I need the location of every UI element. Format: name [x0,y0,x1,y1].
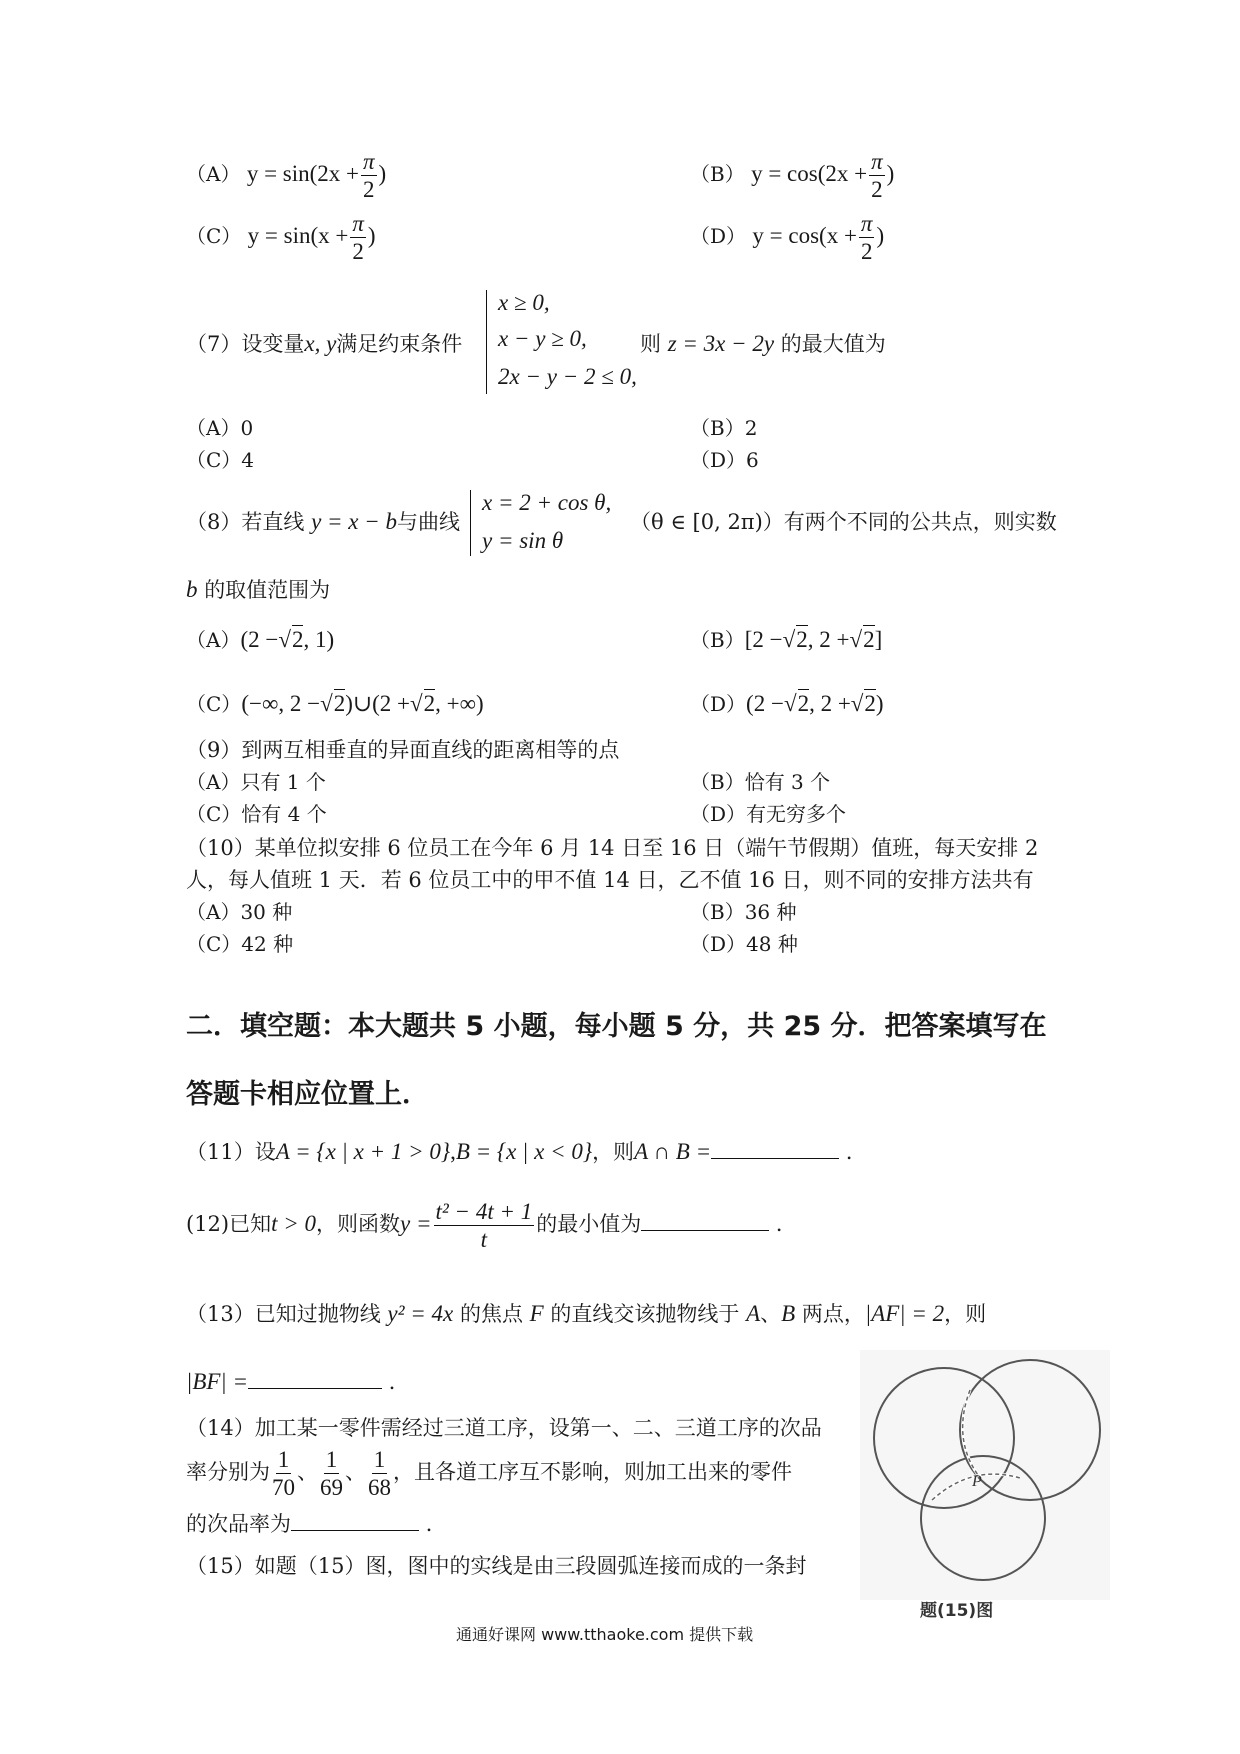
q11-answer-blank[interactable] [711,1157,839,1159]
q6-d-expr: y = cos(x + [752,223,857,248]
q8-stem: （8）若直线 y = x − b与曲线 [186,509,461,534]
q8-brace [470,490,471,556]
q6-option-b: （B） y = cos(2x + $\frac{\pi}{2}$ ) [690,149,895,202]
q10-option-a: （A）30 种 [186,900,293,924]
q10-line-1: （10）某单位拟安排 6 位员工在今年 6 月 14 日至 16 日（端午节假期）值班，每天安排 2 [186,836,1039,860]
q14-line-3: 的次品率为 ． [186,1512,447,1536]
q8-curve-x: x = 2 + cos θ, [482,490,612,515]
q7-option-a: （A）0 [186,416,254,440]
q14-line-1: （14）加工某一零件需经过三道工序，设第一、二、三道工序的次品 [186,1416,822,1440]
figure-15-caption: 题(15)图 [920,1601,994,1621]
figure-15-three-circles [860,1350,1110,1600]
q7-constraint-2: x − y ≥ 0, [498,326,587,351]
q6-b-expr: y = cos(2x + [751,161,868,186]
q9-option-b: （B）恰有 3 个 [690,770,831,794]
q13-line-2: |BF| = ． [186,1369,410,1394]
q12-answer-blank[interactable] [641,1229,769,1231]
q6-option-a: （A） y = sin(2x + $\frac{\pi}{2}$ ) [186,149,387,202]
q8-option-d: （D）(2 −√2, 2 +√2) [690,691,884,716]
section-2-heading-line-1: 二．填空题：本大题共 5 小题，每小题 5 分，共 25 分．把答案填写在 [186,1011,1047,1042]
q6-option-d: （D） y = cos(x + $\frac{\pi}{2}$ ) [690,211,885,264]
q7-stem: （7）设变量x, y满足约束条件 [186,331,463,356]
q10-option-b: （B）36 种 [690,900,797,924]
footer-credit: 通通好课网 www.tthaoke.com 提供下载 [456,1625,754,1644]
q9-stem: （9）到两互相垂直的异面直线的距离相等的点 [186,738,620,762]
q13-line-1: （13）已知过抛物线 y² = 4x 的焦点 F 的直线交该抛物线于 A、B 两点，|AF| = 2，则 [186,1301,987,1326]
q6-a-expr: y = sin(2x + [246,161,360,186]
q9-option-d: （D）有无穷多个 [690,802,847,826]
q14-fraction-1: $\frac{1}{70}$ [272,1447,295,1500]
q14-fraction-3: $\frac{1}{68}$ [368,1447,391,1500]
q8-option-b: （B）[2 −√2, 2 +√2] [690,627,883,652]
q14-fraction-2: $\frac{1}{69}$ [320,1447,343,1500]
q8-curve-y: y = sin θ [482,528,564,553]
q12: (12)已知t > 0，则函数y = $\frac{\text{t² − 4t + 1}}{t}$ 的最小值为 ． [186,1199,797,1252]
q14-line-2: 率分别为 $\frac{1}{70}$ 、 $\frac{1}{69}$ 、 $\frac{1}{68}$ ，且各道工序互不影响，则加工出来的零件 [186,1447,792,1500]
q14-answer-blank[interactable] [291,1529,419,1531]
q6-option-c: （C） y = sin(x + $\frac{\pi}{2}$ ) [186,211,376,264]
q10-option-d: （D）48 种 [690,932,798,956]
point-p-label: P [972,1473,982,1490]
q8-option-a: （A）(2 −√2, 1) [186,627,335,652]
q8-line2: b 的取值范围为 [186,577,331,602]
q7-option-c: （C）4 [186,448,255,472]
q13-answer-blank[interactable] [248,1387,382,1389]
q6-c-expr: y = sin(x + [247,223,349,248]
q12-fraction: $\frac{\text{t² − 4t + 1}}{t}$ [435,1199,533,1252]
q11: （11）设A = {x | x + 1 > 0},B = {x | x < 0}，则A ∩ B = ． [186,1139,867,1164]
q7-constraint-3: 2x − y − 2 ≤ 0, [498,364,637,389]
q15-line-1: （15）如题（15）图，图中的实线是由三段圆弧连接而成的一条封 [186,1554,807,1578]
q7-option-d: （D）6 [690,448,759,472]
q8-option-c: （C）(−∞, 2 −√2)∪(2 +√2, +∞) [186,691,484,716]
q7-constraint-1: x ≥ 0, [498,290,550,315]
q9-option-c: （C）恰有 4 个 [186,802,327,826]
q10-line-2: 人，每人值班 1 天．若 6 位员工中的甲不值 14 日，乙不值 16 日，则不同的安排方法共有 [186,868,1034,892]
q7-objective: 则 z = 3x − 2y 的最大值为 [640,331,886,356]
q8-domain: （θ ∈ [0, 2π)）有两个不同的公共点，则实数 [630,510,1057,534]
section-2-heading-line-2: 答题卡相应位置上． [186,1079,429,1110]
q7-brace [486,290,487,394]
q7-option-b: （B）2 [690,416,758,440]
q9-option-a: （A）只有 1 个 [186,770,326,794]
q10-option-c: （C）42 种 [186,932,294,956]
